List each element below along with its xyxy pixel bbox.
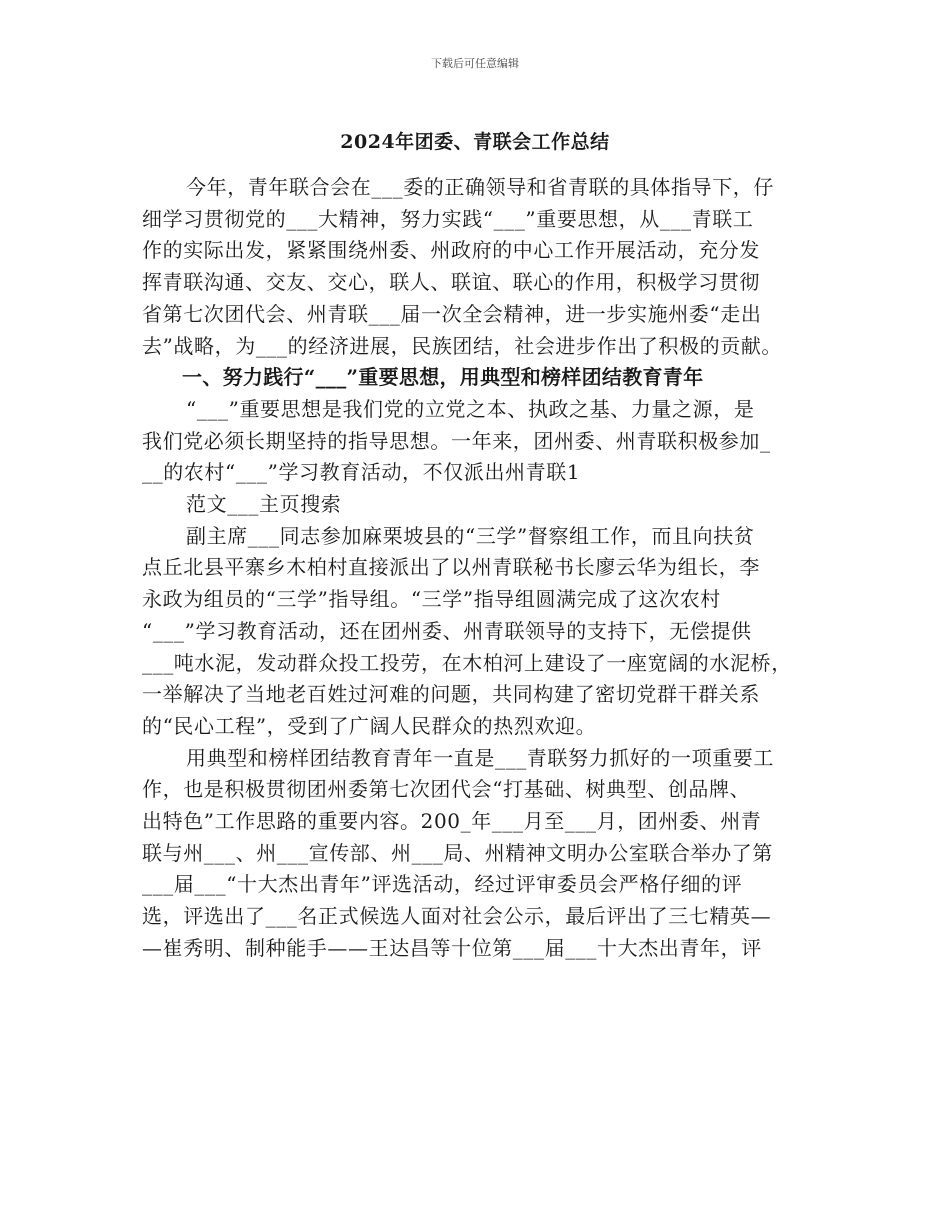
text-line: 副主席___同志参加麻栗坡县的“三学”督察组工作，而且向扶贫 (186, 523, 755, 548)
heading-line: 一、努力践行“___”重要思想，用典型和榜样团结教育青年 (182, 365, 704, 390)
paragraph-thought (142, 394, 812, 489)
text-line: 出特色”工作思路的重要内容。200_年___月至___月，团州委、州青 (142, 809, 762, 834)
text-line: 点丘北县平寨乡木柏村直接派出了以州青联秘书长廖云华为组长，李 (142, 555, 760, 580)
text-line: “___”重要思想是我们党的立党之本、执政之基、力量之源，是 (186, 396, 755, 421)
section-heading (142, 362, 812, 394)
document-body (142, 172, 812, 965)
paragraph-role-models (142, 743, 812, 965)
text-line: 用典型和榜样团结教育青年一直是___青联努力抓好的一项重要工 (186, 745, 774, 770)
text-line: 联与州___、州___宣传部、州___局、州精神文明办公室联合举办了第 (142, 840, 773, 865)
text-line: ___届___“十大杰出青年”评选活动，经过评审委员会严格仔细的评 (142, 872, 743, 897)
paragraph-search-note (142, 489, 812, 521)
text-line: 省第七次团代会、州青联___届一次全会精神，进一步实施州委“走出 (142, 301, 762, 326)
text-line: 的“民心工程”，受到了广阔人民群众的热烈欢迎。 (142, 713, 597, 738)
text-line: 挥青联沟通、交友、交心，联人、联谊、联心的作用，积极学习贯彻 (142, 270, 760, 295)
text-line: 作的实际出发，紧紧围绕州委、州政府的中心工作开展活动，充分发 (142, 238, 760, 263)
paragraph-intro (142, 172, 812, 362)
text-line: 今年，青年联合会在___委的正确领导和省青联的具体指导下，仔 (186, 175, 774, 199)
text-line: 作，也是积极贯彻团州委第七次团代会“打基础、树典型、创品牌、 (142, 777, 751, 802)
text-line: “___”学习教育活动，还在团州委、州青联领导的支持下，无偿提供 (142, 618, 752, 643)
text-line: 选，评选出了___名正式候选人面对社会公示，最后评出了三七精英— (142, 904, 772, 929)
text-line: 永政为组员的“三学”指导组。“三学”指导组圆满完成了这次农村 (142, 587, 721, 612)
text-line: __的农村“___”学习教育活动，不仅派出州青联1 (142, 460, 581, 485)
paragraph-vice-chair (142, 521, 812, 743)
text-line: 范文___主页搜索 (186, 492, 342, 517)
text-line: 一举解决了当地老百姓过河难的问题，共同构建了密切党群干群关系 (142, 682, 760, 707)
text-line: 我们党必须长期坚持的指导思想。一年来，团州委、州青联积极参加_ (142, 428, 771, 453)
text-line: —崔秀明、制种能手——王达昌等十位第___届___十大杰出青年，评 (142, 935, 762, 960)
text-line: 细学习贯彻党的___大精神，努力实践“___”重要思想，从___青联工 (142, 206, 754, 231)
text-line: ___吨水泥，发动群众投工投劳，在木柏河上建设了一座宽阔的水泥桥， (142, 650, 792, 675)
header-note: 下载后可任意编辑 (431, 57, 519, 70)
text-line: 去”战略，为___的经济进展，民族团结，社会进步作出了积极的贡献。 (142, 333, 783, 358)
document-title: 2024年团委、青联会工作总结 (340, 131, 610, 153)
